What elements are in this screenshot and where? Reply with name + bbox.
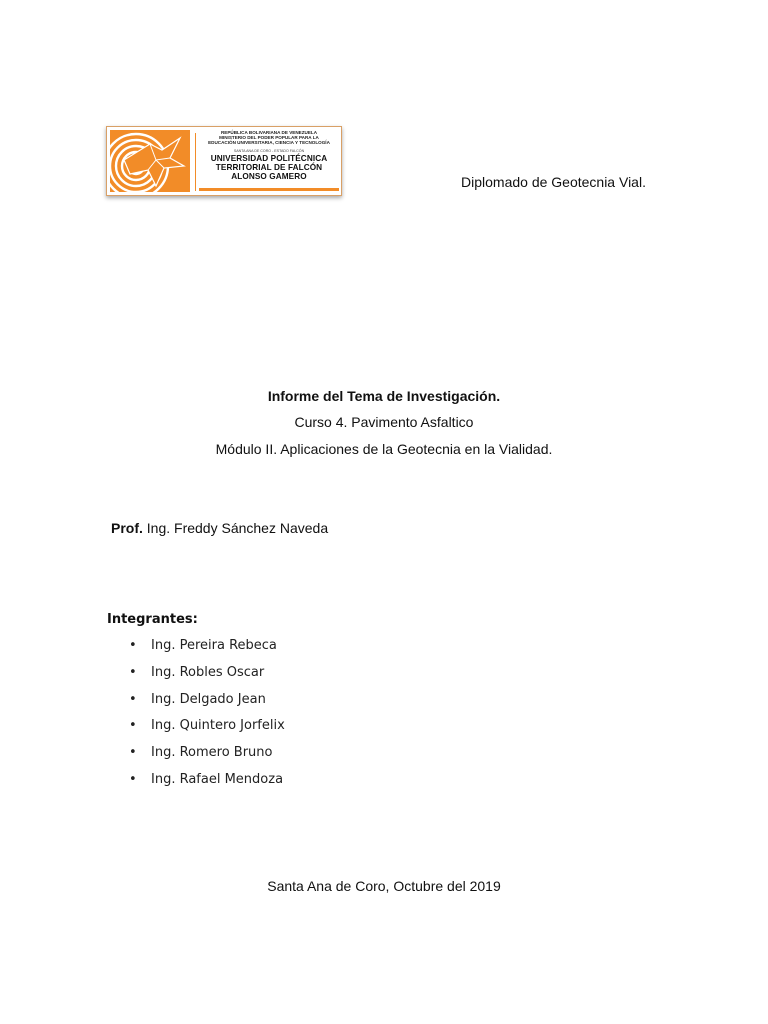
program-name: Diplomado de Geotecnia Vial. [461, 174, 646, 190]
logo-name-2: TERRITORIAL DE FALCÓN [215, 162, 323, 172]
bullet: • [129, 664, 137, 680]
list-item [129, 637, 285, 664]
logo-text [199, 130, 339, 181]
list-item [129, 744, 285, 771]
member-name: Ing. Robles Oscar [151, 664, 265, 680]
course-name: Curso 4. Pavimento Asfaltico [294, 414, 474, 430]
member-name: Ing. Rafael Mendoza [151, 771, 284, 787]
member-name: Ing. Quintero Jorfelix [151, 718, 285, 734]
bullet: • [129, 771, 137, 787]
bullet: • [129, 691, 137, 707]
report-title: Informe del Tema de Investigación. [267, 388, 501, 404]
logo-divider [195, 133, 196, 191]
bullet: • [129, 638, 137, 653]
university-emblem-icon [110, 130, 190, 192]
members-list [129, 637, 285, 798]
logo-accent-bar [199, 188, 339, 191]
logo-location: SANTA ANA DE CORO - ESTADO FALCÓN [233, 148, 305, 153]
logo-name-1: UNIVERSIDAD POLITÉCNICA [210, 153, 328, 163]
logo-line-2: MINISTERIO DEL PODER POPULAR PARA LA [219, 135, 319, 141]
place-date: Santa Ana de Coro, Octubre del 2019 [267, 878, 501, 894]
logo-line-1: REPÚBLICA BOLIVARIANA DE VENEZUELA [220, 130, 318, 135]
logo-name-3: ALONSO GAMERO [231, 172, 307, 182]
members-heading: Integrantes: [107, 612, 198, 627]
professor-label: Prof. [111, 520, 143, 536]
member-name: Ing. Delgado Jean [151, 691, 266, 707]
professor-name: Ing. Freddy Sánchez Naveda [146, 520, 329, 536]
list-item [129, 717, 285, 744]
professor-line [111, 520, 328, 536]
university-logo [106, 126, 342, 196]
member-name: Ing. Pereira Rebeca [151, 638, 277, 653]
logo-line-3: EDUCACIÓN UNIVERSITARIA, CIENCIA Y TECNOLOGÍA [208, 140, 330, 146]
bullet: • [129, 745, 137, 761]
bullet: • [129, 718, 137, 734]
list-item [129, 771, 285, 798]
module-name: Módulo II. Aplicaciones de la Geotecnia en la Vialidad. [215, 441, 553, 457]
member-name: Ing. Romero Bruno [151, 745, 273, 761]
list-item [129, 691, 285, 718]
list-item [129, 664, 285, 691]
